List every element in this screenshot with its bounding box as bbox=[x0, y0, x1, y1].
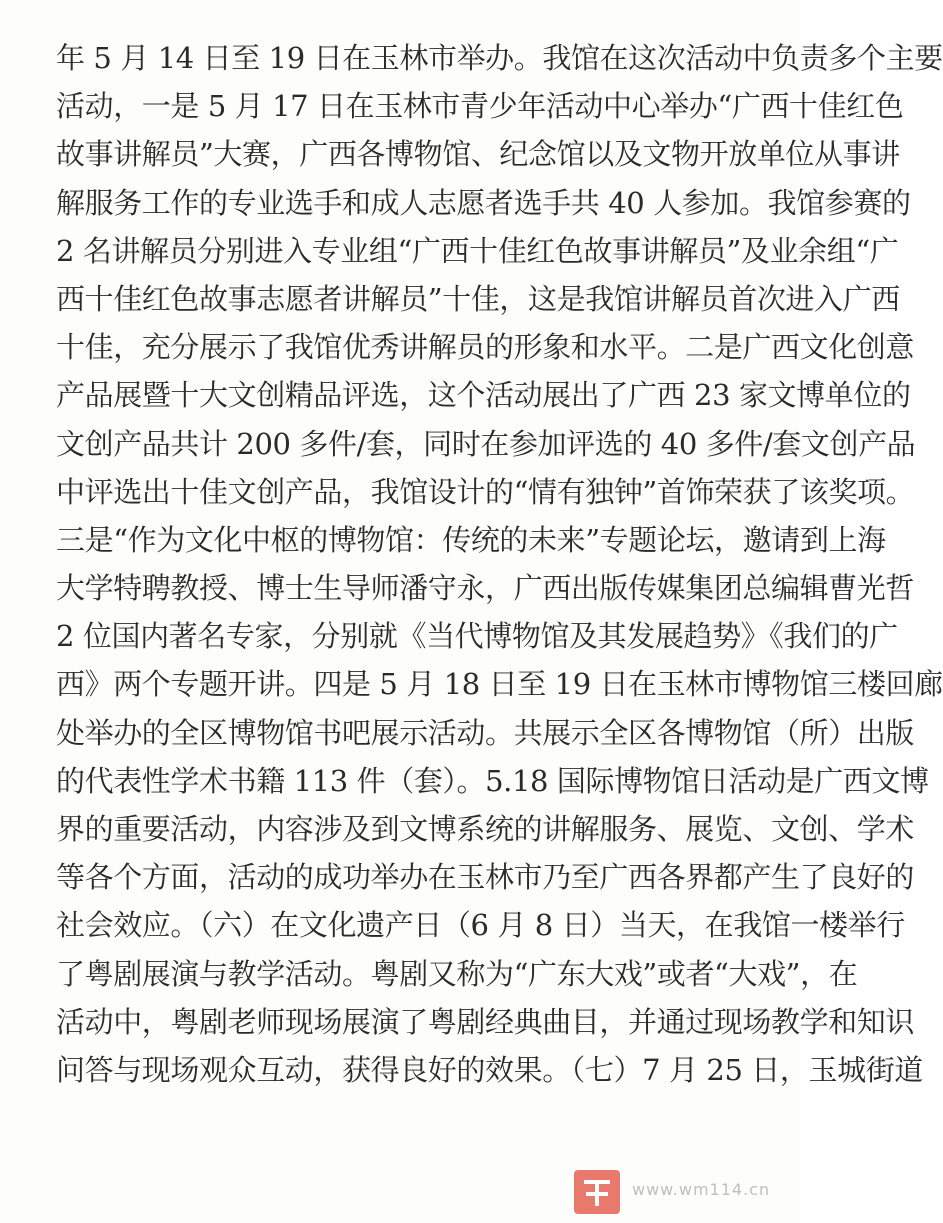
text-line: 2 名讲解员分别进入专业组“广西十佳红色故事讲解员”及业余组“广 bbox=[56, 233, 899, 268]
watermark bbox=[572, 1160, 798, 1220]
text-line: 年 5 月 14 日至 19 日在玉林市举办。我馆在这次活动中负责多个主要 bbox=[56, 41, 943, 75]
text-line: 产品展暨十大文创精品评选，这个活动展出了广西 23 家文博单位的 bbox=[56, 378, 911, 413]
text-line: 2 位国内著名专家，分别就《当代博物馆及其发展趋势》《我们的广 bbox=[56, 619, 898, 654]
text-line: 解服务工作的专业选手和成人志愿者选手共 40 人参加。我馆参赛的 bbox=[56, 185, 911, 220]
text-line: 活动，一是 5 月 17 日在玉林市青少年活动中心举办“广西十佳红色 bbox=[56, 89, 904, 124]
site-logo-icon bbox=[572, 1164, 626, 1218]
text-line: 十佳，充分展示了我馆优秀讲解员的形象和水平。二是广西文化创意 bbox=[56, 330, 915, 365]
text-line: 文创产品共计 200 多件/套，同时在参加评选的 40 多件/套文创产品 bbox=[56, 426, 916, 461]
text-line: 界的重要活动，内容涉及到文博系统的讲解服务、展览、文创、学术 bbox=[56, 812, 915, 846]
text-line: 大学特聘教授、博士生导师潘守永，广西出版传媒集团总编辑曹光哲 bbox=[56, 571, 915, 606]
text-line: 故事讲解员”大赛，广西各博物馆、纪念馆以及文物开放单位从事讲 bbox=[56, 137, 900, 172]
text-line: 三是“作为文化中枢的博物馆：传统的未来”专题论坛，邀请到上海 bbox=[56, 522, 886, 557]
text-line: 处举办的全区博物馆书吧展示活动。共展示全区各博物馆（所）出版 bbox=[56, 715, 915, 750]
body-text bbox=[56, 34, 943, 1094]
text-line: 的代表性学术书籍 113 件（套）。5.18 国际博物馆日活动是广西文博 bbox=[56, 763, 929, 798]
text-line: 西十佳红色故事志愿者讲解员”十佳，这是我馆讲解员首次进入广西 bbox=[56, 281, 900, 316]
text-line: 中评选出十佳文创产品，我馆设计的“情有独钟”首饰荣获了该奖项。 bbox=[56, 474, 915, 509]
text-line: 等各个方面，活动的成功举办在玉林市乃至广西各界都产生了良好的 bbox=[56, 860, 915, 895]
text-line: 活动中，粤剧老师现场展演了粤剧经典曲目，并通过现场教学和知识 bbox=[56, 1004, 915, 1039]
text-line: 西》两个专题开讲。四是 5 月 18 日至 19 日在玉林市博物馆三楼回廊 bbox=[56, 667, 943, 702]
watermark-text: www.wm114.cn bbox=[632, 1180, 771, 1199]
text-line: 社会效应。（六）在文化遗产日（6 月 8 日）当天，在我馆一楼举行 bbox=[56, 908, 905, 943]
text-line: 了粤剧展演与教学活动。粤剧又称为“广东大戏”或者“大戏”，在 bbox=[56, 956, 858, 991]
text-line: 问答与现场观众互动，获得良好的效果。（七）7 月 25 日，玉城街道 bbox=[56, 1052, 923, 1087]
